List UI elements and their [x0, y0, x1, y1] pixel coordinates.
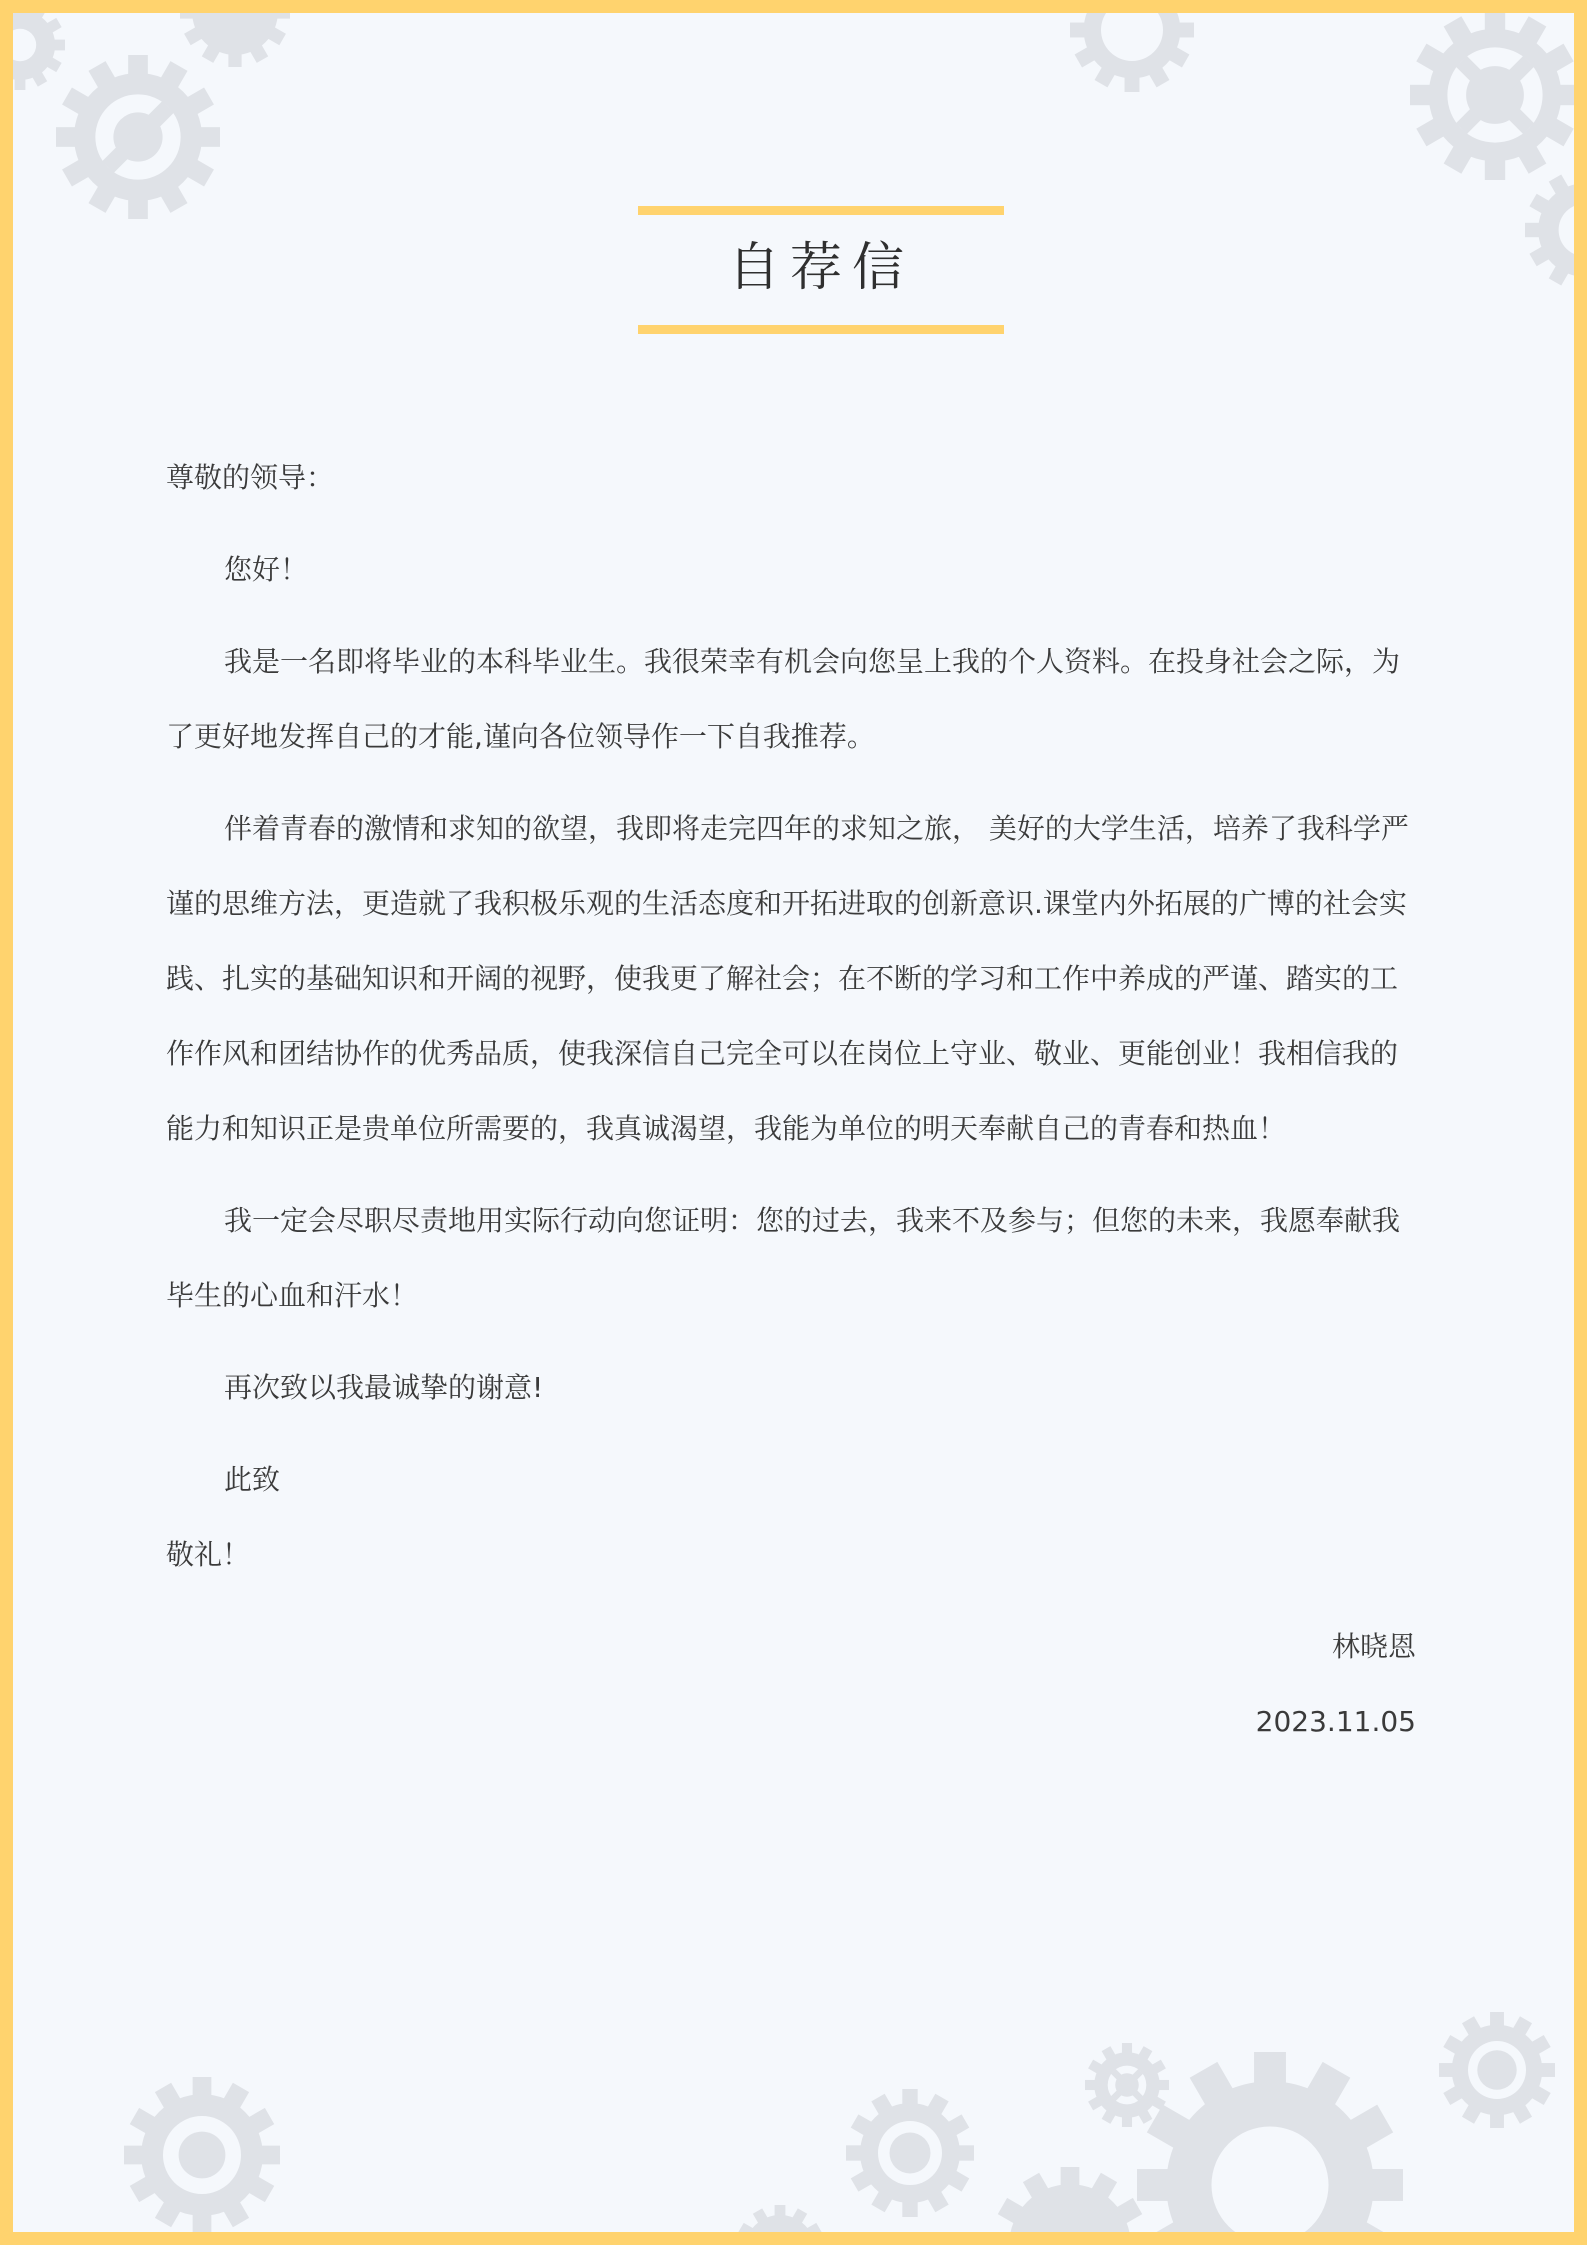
gear-icon — [1410, 10, 1580, 180]
closing-line-1: 此致 — [224, 1463, 281, 1496]
salute: 您好！ — [224, 553, 309, 586]
gear-icon — [56, 55, 220, 219]
closing-line-2: 敬礼！ — [166, 1538, 251, 1571]
gear-icon — [1137, 2052, 1403, 2245]
paragraph-thanks: 再次致以我最诚挚的谢意! — [224, 1371, 544, 1404]
gear-icon — [1070, 0, 1194, 92]
date: 2023.11.05 — [1255, 1705, 1416, 1738]
title-rule-bottom — [638, 325, 1004, 334]
gear-icon — [1439, 2012, 1555, 2128]
gear-icon — [735, 2205, 825, 2245]
letter-body — [166, 440, 1416, 1759]
gear-icon — [124, 2077, 280, 2233]
gear-icon — [1085, 2043, 1169, 2127]
paragraph-main: 伴着青春的激情和求知的欲望，我即将走完四年的求知之旅， 美好的大学生活，培养了我科学严谨的思维方法，更造就了我积极乐观的生活态度和开拓进取的创新意识.课堂内外拓展的广博的社会实践、扎实的基础知识和开阔的视野，使我更了解社会；在不断的学习和工作中养成的严谨、踏实的工作作风和团结协作的优秀品质，使我深信自己完全可以在岗位上守业、敬业、更能创业！我相信我的能力和知识正是贵单位所需要的，我真诚渴望，我能为单位的明天奉献自己的青春和热血！ — [166, 812, 1409, 1145]
paragraph-intro: 我是一名即将毕业的本科毕业生。我很荣幸有机会向您呈上我的个人资料。在投身社会之际，为了更好地发挥自己的才能,谨向各位领导作一下自我推荐。 — [166, 645, 1401, 753]
title-rule-top — [638, 206, 1004, 215]
page-title: 自荐信 — [727, 238, 914, 298]
title-block — [638, 206, 1004, 334]
signature: 林晓恩 — [1331, 1630, 1416, 1663]
gear-icon — [180, 0, 290, 67]
gear-icon — [992, 2167, 1148, 2245]
greeting: 尊敬的领导： — [166, 461, 335, 494]
paragraph-promise: 我一定会尽职尽责地用实际行动向您证明：您的过去，我来不及参与；但您的未来，我愿奉献我毕生的心血和汗水！ — [166, 1204, 1401, 1312]
gear-icon — [0, 0, 65, 90]
gear-icon — [1525, 170, 1587, 290]
gear-icon — [846, 2089, 974, 2217]
